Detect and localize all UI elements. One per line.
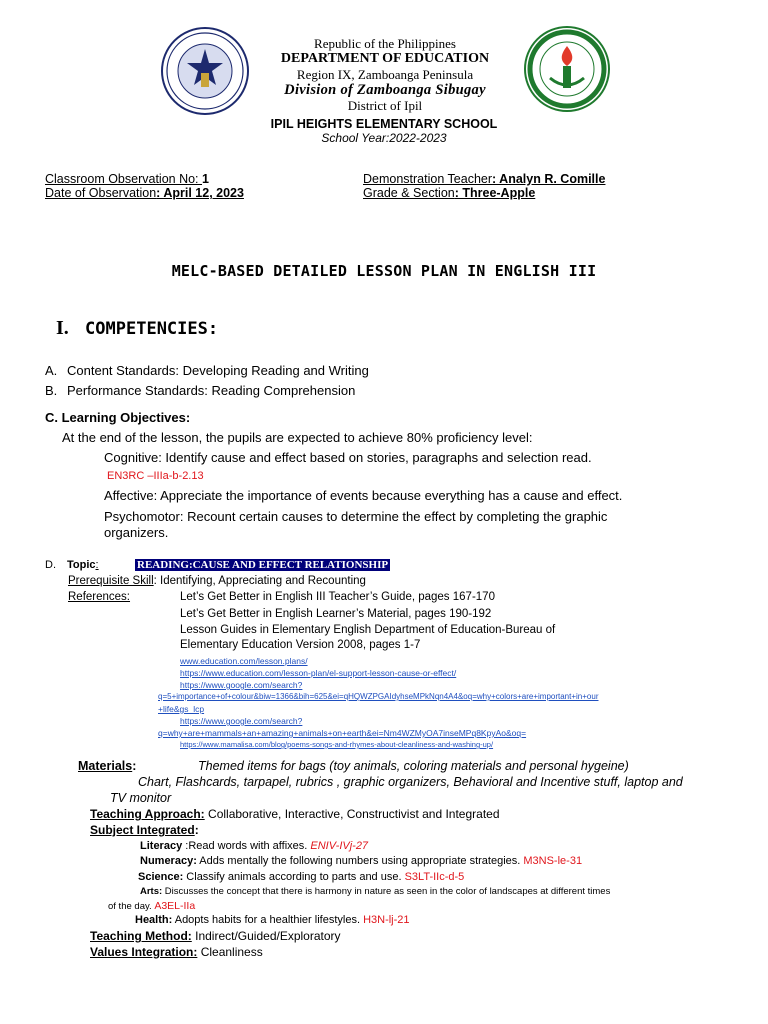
- references-label: References:: [68, 591, 131, 603]
- reference-link[interactable]: q=why+are+mammals+an+amazing+animals+on+earth&ei=Nm4WZMyOA7inseMPq8KpyAo&oq=: [158, 728, 527, 738]
- observation-number: [45, 172, 209, 186]
- region-line: Region IX, Zamboanga Peninsula: [296, 67, 474, 82]
- division-line: Division of Zamboanga Sibugay: [284, 82, 486, 98]
- objective-cognitive: Cognitive: Identify cause and effect based on stories, paragraphs and selection read.: [104, 450, 592, 465]
- numeracy-label: Numeracy:: [140, 855, 197, 867]
- grade-value: : Three-Apple: [454, 186, 536, 200]
- materials-list-1: Themed items for bags (toy animals, coloring materials and personal hygeine): [198, 759, 629, 773]
- materials-list-2: Chart, Flashcards, tarpapel, rubrics , graphic organizers, Behavioral and Incentive stuff, laptop and: [138, 775, 683, 789]
- topic-colon: :: [95, 559, 99, 571]
- standard-b-letter: B.: [45, 383, 58, 398]
- teaching-method: [90, 929, 341, 943]
- reference-4: Elementary Education Version 2008, pages 1-7: [180, 639, 421, 651]
- science-code: S3LT-IIc-d-5: [404, 871, 465, 883]
- reference-3: Lesson Guides in Elementary English Department of Education-Bureau of: [180, 624, 556, 636]
- objective-psychomotor-cont: organizers.: [104, 525, 169, 540]
- numeracy-code: M3NS-le-31: [523, 855, 583, 867]
- teacher-value: : Analyn R. Comille: [492, 172, 606, 186]
- reference-link[interactable]: q=5+importance+of+colour&biw=1366&bih=625&ei=qHQWZPGAIdyhseMPkNqn4A4&oq=why+colors+are+important+in+our: [158, 692, 599, 701]
- reference-link[interactable]: https://www.mamalisa.com/blog/poems-songs-and-rhymes-about-cleanliness-and-washing-up/: [180, 740, 494, 749]
- date-label: Date of Observation: [45, 186, 157, 200]
- subject-literacy: [140, 840, 368, 852]
- materials-label: Materials: [78, 759, 133, 773]
- topic-line: [45, 559, 99, 571]
- topic-letter: D.: [45, 559, 56, 571]
- grade-section: [363, 186, 535, 200]
- topic-label: Topic: [67, 559, 96, 571]
- reference-link[interactable]: www.education.com/lesson.plans/: [180, 656, 308, 666]
- section-heading: COMPETENCIES:: [85, 319, 219, 339]
- subject-science: [138, 871, 464, 883]
- school-name: IPIL HEIGHTS ELEMENTARY SCHOOL: [270, 117, 498, 131]
- prereq-value: : Identifying, Appreciating and Recounting: [153, 575, 366, 587]
- method-value: Indirect/Guided/Exploratory: [191, 929, 341, 943]
- arts-text: Discusses the concept that there is harmony in nature as seen in the color of landscapes at different times: [162, 886, 611, 897]
- subject-numeracy: [140, 855, 582, 867]
- subjects-colon: :: [194, 823, 199, 837]
- approach-label: Teaching Approach:: [90, 807, 205, 821]
- reference-link[interactable]: https://www.google.com/search?: [180, 680, 303, 690]
- subject-arts: [140, 886, 610, 897]
- health-label: Health:: [135, 914, 173, 926]
- school-year: School Year:2022-2023: [321, 131, 447, 145]
- literacy-code: ENIV-IVj-27: [310, 840, 369, 852]
- teacher-label: Demonstration Teacher: [363, 172, 493, 186]
- literacy-text: :Read words with affixes.: [182, 840, 311, 852]
- district-line: District of Ipil: [347, 98, 423, 113]
- standard-a-text: Content Standards: Developing Reading and Writing: [67, 363, 369, 378]
- reference-link[interactable]: https://www.google.com/search?: [180, 716, 303, 726]
- observation-date: [45, 186, 244, 200]
- content-standards: [45, 363, 369, 378]
- topic-value: READING:CAUSE AND EFFECT RELATIONSHIP: [137, 559, 389, 571]
- demonstration-teacher: [363, 172, 605, 186]
- values-integration: [90, 945, 263, 959]
- health-text: Adopts habits for a healthier lifestyles.: [172, 914, 364, 926]
- reference-link[interactable]: +life&gs_lcp: [158, 704, 205, 714]
- subject-health: [135, 914, 410, 926]
- numeracy-text: Adds mentally the following numbers using appropriate strategies.: [196, 855, 524, 867]
- science-text: Classify animals according to parts and use.: [183, 871, 405, 883]
- observation-value: 1: [202, 172, 209, 186]
- objectives-intro: At the end of the lesson, the pupils are expected to achieve 80% proficiency level:: [62, 430, 533, 445]
- subject-integrated: [90, 823, 199, 837]
- method-label: Teaching Method:: [90, 929, 192, 943]
- materials-colon: :: [132, 759, 137, 773]
- observation-label: Classroom Observation No:: [45, 172, 203, 186]
- values-label: Values Integration:: [90, 945, 198, 959]
- reference-1: Let’s Get Better in English III Teacher’s Guide, pages 167-170: [180, 591, 495, 603]
- materials-line: [78, 759, 136, 773]
- teaching-approach: [90, 807, 500, 821]
- literacy-label: Literacy: [140, 840, 183, 852]
- prerequisite-skill: [68, 575, 366, 587]
- objective-psychomotor: Psychomotor: Recount certain causes to determine the effect by completing the graphic: [104, 509, 608, 524]
- objectives-heading: C. Learning Objectives:: [45, 410, 191, 425]
- standard-b-text: Performance Standards: Reading Comprehension: [67, 383, 356, 398]
- republic-line: Republic of the Philippines: [314, 36, 456, 51]
- health-code: H3N-lj-21: [363, 914, 410, 926]
- approach-value: Collaborative, Interactive, Constructivist and Integrated: [204, 807, 500, 821]
- objective-code: EN3RC –IIIa-b-2.13: [107, 470, 204, 482]
- performance-standards: [45, 383, 355, 398]
- values-value: Cleanliness: [197, 945, 263, 959]
- lesson-plan-title: MELC-BASED DETAILED LESSON PLAN IN ENGLISH III: [171, 262, 597, 280]
- arts-code: A3EL-IIa: [154, 900, 196, 912]
- standard-a-letter: A.: [45, 363, 58, 378]
- department-line: DEPARTMENT OF EDUCATION: [280, 51, 490, 66]
- subjects-label: Subject Integrated: [90, 823, 195, 837]
- section-numeral: I.: [56, 317, 69, 339]
- materials-list-3: TV monitor: [110, 791, 172, 805]
- objective-affective: Affective: Appreciate the importance of events because everything has a cause and effect.: [104, 488, 623, 503]
- reference-link[interactable]: https://www.education.com/lesson-plan/el-support-lesson-cause-or-effect/: [180, 668, 457, 678]
- subject-arts-cont: [108, 900, 195, 912]
- section-competencies: [56, 317, 218, 340]
- science-label: Science:: [138, 871, 184, 883]
- arts-text-cont: of the day.: [108, 901, 155, 912]
- arts-label: Arts:: [140, 886, 163, 897]
- reference-2: Let’s Get Better in English Learner’s Material, pages 190-192: [180, 608, 492, 620]
- date-value: : April 12, 2023: [156, 186, 244, 200]
- grade-label: Grade & Section: [363, 186, 455, 200]
- prereq-label: Prerequisite Skill: [68, 575, 154, 587]
- header-block: [230, 36, 540, 113]
